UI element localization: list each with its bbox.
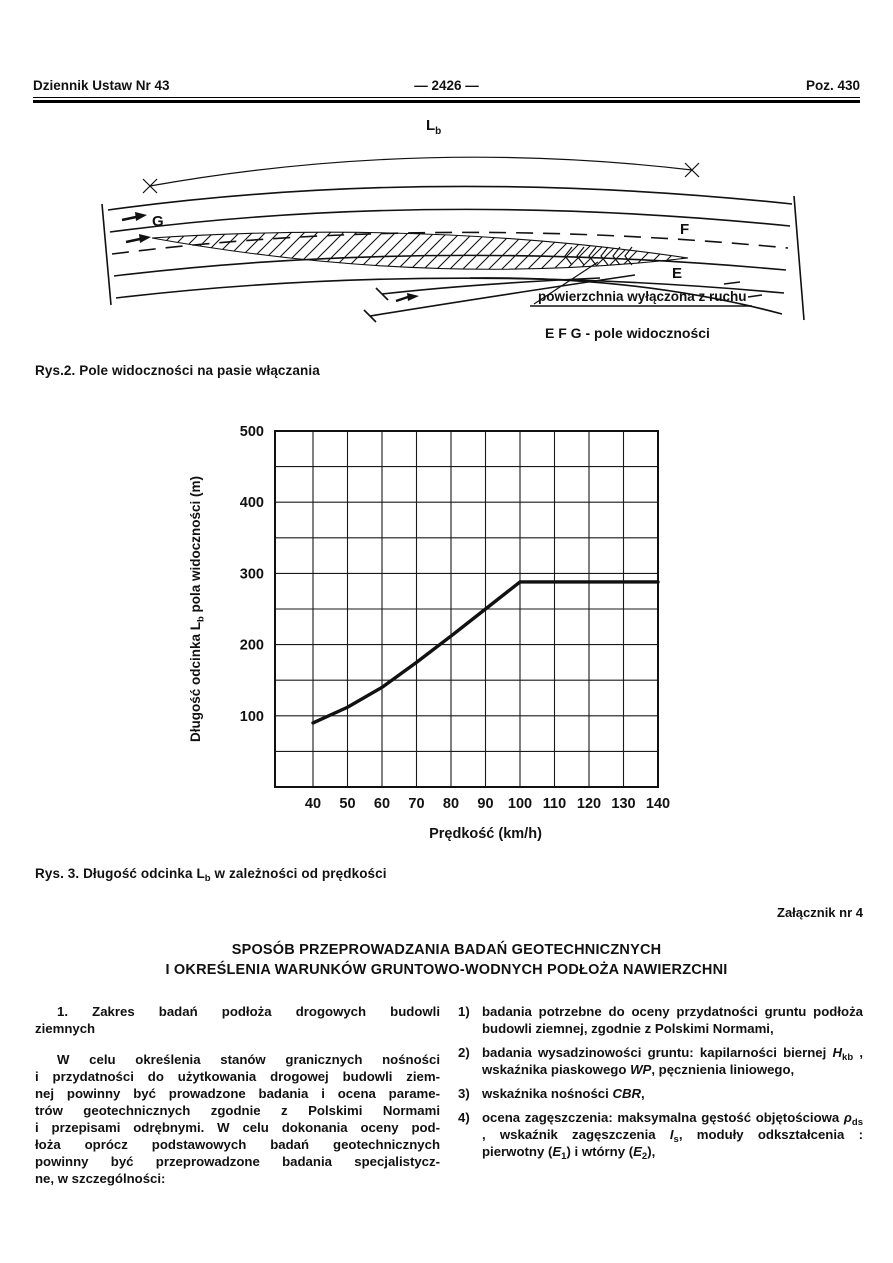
text-segment: kb (842, 1052, 854, 1063)
header-position-number: Poz. 430 (805, 78, 860, 93)
text-segment: E (552, 1144, 562, 1159)
text-segment: I (669, 1127, 674, 1142)
text-segment: ), (647, 1144, 656, 1159)
page-header (33, 78, 860, 98)
text-segment: badania wysadzinowości gruntu: kapilarności biernej (482, 1045, 833, 1060)
list-item-text (482, 1003, 863, 1037)
annex-label: Załącznik nr 4 (777, 905, 863, 920)
road-left-end-bar (102, 204, 111, 305)
section-heading (35, 1003, 440, 1037)
text-segment: E (633, 1144, 642, 1159)
list-item-marker: 4) (458, 1110, 470, 1125)
text-segment: ) i wtórny ( (566, 1144, 634, 1159)
arrow-icon (396, 293, 419, 301)
x-tick-label: 120 (576, 796, 602, 812)
fig3-caption-subscript: b (204, 873, 211, 884)
paragraph-line: trów geotechnicznych zgodnie z Polskimi Normami (35, 1103, 440, 1118)
text-segment: ocena zagęszczenia: maksymalna gęstość objętościowa (482, 1110, 844, 1125)
point-e-label: E (672, 265, 683, 282)
text-segment: 1 (561, 1151, 567, 1162)
fig3-caption-text: Rys. 3. Długość odcinka L (35, 866, 205, 881)
y-tick-label: 100 (239, 708, 264, 725)
x-tick-label: 110 (542, 796, 567, 812)
list-item (458, 1109, 863, 1160)
dimension-x-mark-left (143, 179, 157, 193)
x-tick-label: 60 (373, 796, 391, 812)
point-g-label: G (152, 213, 164, 230)
road-right-end-bar (794, 196, 804, 320)
road-top-edge (108, 186, 792, 210)
arrow-icon (126, 234, 151, 243)
list-item (458, 1044, 863, 1078)
document-title (0, 940, 893, 980)
paragraph-line: ne, w szczególności: (35, 1171, 166, 1186)
x-tick-label: 100 (507, 796, 533, 812)
paragraph-line: łoża oprócz podstawowych badań geotechnicznych (35, 1137, 440, 1152)
x-tick-label: 80 (442, 796, 460, 812)
right-column (458, 1003, 863, 1187)
paragraph-line: powinny być przeprowadzone badania specjalistycz- (35, 1154, 440, 1169)
paragraph-line: W celu określenia stanów granicznych nośności (57, 1052, 440, 1067)
numbered-list (458, 1003, 863, 1160)
text-segment: CBR (612, 1086, 642, 1101)
x-tick-label: 140 (645, 796, 671, 812)
tspan: Długość odcinka L (188, 622, 203, 743)
text-segment: , pęcznienia liniowego, (651, 1062, 795, 1077)
header-journal-name: Dziennik Ustaw Nr 43 (33, 78, 170, 93)
visibility-legend-text: E F G - pole widoczności (545, 325, 710, 341)
fig3-caption (35, 866, 387, 884)
point-f-label: F (680, 221, 690, 238)
list-item-marker: 2) (458, 1045, 470, 1060)
header-rule (33, 100, 860, 103)
y-tick-label: 400 (239, 495, 264, 512)
dimension-label-lb: $L_b$ (426, 117, 442, 137)
y-axis-label (188, 476, 207, 742)
text-segment: WP (630, 1062, 652, 1077)
tspan: b (195, 616, 207, 623)
text-segment: s (673, 1134, 679, 1145)
list-item-text (482, 1109, 863, 1160)
document-title-line2: I OKREŚLENIA WARUNKÓW GRUNTOWO-WODNYCH PODŁOŻA NAWIERZCHNI (165, 962, 728, 978)
list-item-text (482, 1085, 863, 1102)
text-segment: , wskaźnika piaskowego (482, 1045, 864, 1077)
y-tick-label: 300 (239, 566, 264, 583)
heading-line: 1. Zakres badań podłoża drogowych budowli (57, 1004, 440, 1019)
x-tick-label: 70 (408, 796, 425, 812)
section-paragraph (35, 1051, 440, 1187)
text-segment: H (832, 1045, 843, 1060)
dimension-arc (150, 157, 692, 186)
x-tick-label: 90 (477, 796, 494, 812)
gridlines (275, 431, 658, 787)
text-segment: badania potrzebne do oceny przydatności gruntu podłoża budowli ziemnej, zgodnie z Polskimi Normami, (482, 1004, 863, 1036)
tick-labels (240, 424, 670, 812)
text-segment: , (641, 1086, 645, 1101)
list-item-marker: 3) (458, 1086, 470, 1101)
heading-line: ziemnych (35, 1021, 96, 1036)
text-segment: , wskaźnik zagęszczenia (482, 1127, 670, 1142)
fig3-chart (178, 424, 828, 865)
list-item-text (482, 1044, 863, 1078)
document-title-line1: SPOSÓB PRZEPROWADZANIA BADAŃ GEOTECHNICZNYCH (231, 942, 662, 958)
paragraph-line: i przepisami odrębnymi. W celu dokonania oceny pod- (35, 1120, 440, 1135)
arrow-icon (122, 212, 147, 221)
list-item (458, 1003, 863, 1037)
text-segment: ds (851, 1117, 863, 1128)
x-tick-label: 130 (611, 796, 636, 812)
paragraph-line: nej powinny być prowadzone badania i ocena parame- (35, 1086, 440, 1101)
fig3-chart-svg (178, 424, 828, 860)
header-page-number: — 2426 — (414, 78, 479, 93)
fig2-caption: Rys.2. Pole widoczności na pasie włączania (35, 363, 320, 378)
text-segment: ρ (843, 1110, 852, 1125)
y-tick-label: 200 (239, 637, 264, 654)
fig3-caption-text: w zależności od prędkości (210, 866, 387, 881)
x-tick-label: 50 (339, 796, 356, 812)
paragraph-line: i przydatności do użytkowania drogowej budowli ziem- (35, 1069, 440, 1084)
lane-dash-right-1 (724, 282, 740, 284)
body-columns (35, 1003, 863, 1187)
fig2-road-diagram (0, 108, 893, 358)
left-column (35, 1003, 440, 1187)
y-tick-label: 500 (239, 424, 264, 440)
x-axis-label: Prędkość (km/h) (429, 826, 542, 842)
list-item (458, 1085, 863, 1102)
excluded-surface-label: powierzchnia wyłączona z ruchu (538, 289, 747, 304)
text-segment: wskaźnika nośności (482, 1086, 613, 1101)
text-segment: , moduły odkształcenia : pierwotny ( (482, 1127, 863, 1159)
x-tick-label: 40 (304, 796, 322, 812)
text-segment: 2 (641, 1151, 648, 1162)
tspan: pola widoczności (m) (188, 475, 203, 617)
lane-dash-right-2 (748, 295, 762, 297)
dimension-line (143, 157, 699, 193)
list-item-marker: 1) (458, 1004, 470, 1019)
